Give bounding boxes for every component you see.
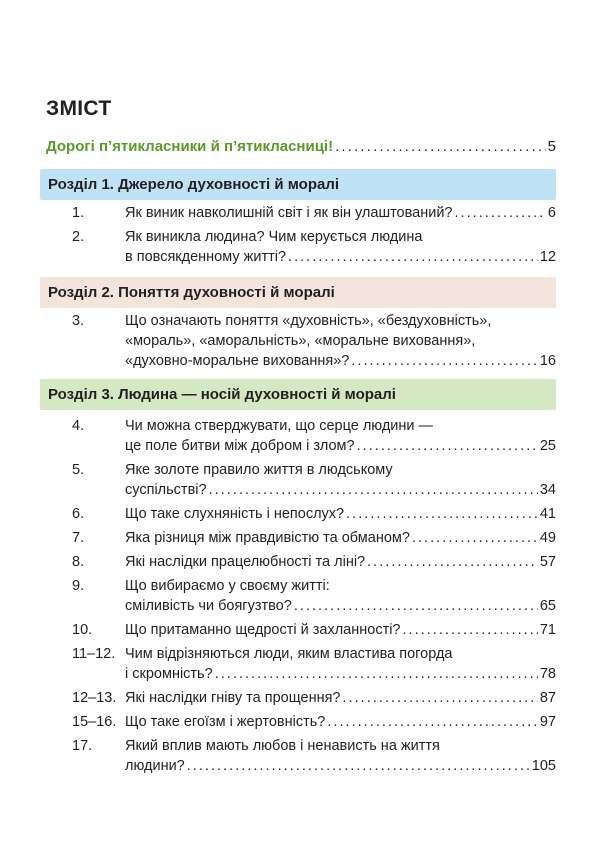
- entry-title-line: Який вплив мають любов і ненависть на життя: [125, 738, 440, 754]
- toc-entry[interactable]: [0, 620, 600, 640]
- entry-number: 1.: [72, 205, 85, 221]
- entry-body: [125, 552, 556, 572]
- dot-leader: [335, 137, 546, 157]
- entry-last-line: [125, 480, 556, 500]
- section-header-1[interactable]: Розділ 1. Джерело духовності й моралі: [40, 169, 556, 200]
- entry-last-line: [125, 203, 556, 223]
- toc-entry[interactable]: [0, 736, 600, 776]
- entry-body: [125, 576, 556, 616]
- toc-entry[interactable]: [0, 528, 600, 548]
- entry-page-number: 49: [539, 530, 556, 546]
- section-entries-3: [0, 416, 600, 780]
- section-entries-1: [0, 203, 600, 271]
- dot-leader: [351, 351, 537, 371]
- entry-last-line: [125, 664, 556, 684]
- entry-body: [125, 311, 556, 371]
- entry-number: 15–16.: [72, 714, 117, 730]
- entry-title-line: Яка різниця між правдивістю та обманом?: [125, 530, 410, 546]
- entry-last-line: [125, 528, 556, 548]
- entry-title-line: людини?: [125, 758, 185, 774]
- entry-body: [125, 528, 556, 548]
- entry-body: [125, 504, 556, 524]
- entry-title-line: Яке золоте правило життя в людському: [125, 462, 393, 478]
- toc-entry[interactable]: [0, 576, 600, 616]
- entry-title-line: це поле битви між добром і злом?: [125, 438, 355, 454]
- entry-title-line: Що вибираємо у своєму житті:: [125, 578, 330, 594]
- entry-title-line: «мораль», «аморальність», «моральне виховання»,: [125, 333, 476, 349]
- entry-title-line: Чи можна стверджувати, що серце людини —: [125, 418, 434, 434]
- dot-leader: [403, 620, 538, 640]
- dot-leader: [209, 480, 538, 500]
- toc-entry[interactable]: [0, 227, 600, 267]
- entry-number: 9.: [72, 578, 85, 594]
- dot-leader: [367, 552, 538, 572]
- toc-entry[interactable]: [0, 504, 600, 524]
- entry-last-line: [125, 596, 556, 616]
- entry-page-number: 16: [539, 353, 556, 369]
- entry-title-line: Що таке слухняність і непослух?: [125, 506, 345, 522]
- dot-leader: [343, 688, 538, 708]
- toc-entry[interactable]: [0, 203, 600, 223]
- entry-body: [125, 712, 556, 732]
- entry-body: [125, 736, 556, 776]
- entry-title-line: Що означають поняття «духовність», «бездуховність»,: [125, 313, 492, 329]
- entry-page-number: 41: [539, 506, 556, 522]
- section-entries-2: [0, 311, 600, 375]
- entry-last-line: [125, 351, 556, 371]
- entry-page-number: 34: [539, 482, 556, 498]
- entry-title-line: Що притаманно щедрості й захланності?: [125, 622, 401, 638]
- dot-leader: [288, 247, 538, 267]
- dot-leader: [294, 596, 538, 616]
- toc-entry[interactable]: [0, 688, 600, 708]
- dot-leader: [327, 712, 538, 732]
- entry-body: [125, 620, 556, 640]
- entry-number: 7.: [72, 530, 85, 546]
- entry-number: 17.: [72, 738, 93, 754]
- entry-last-line: [125, 620, 556, 640]
- section-header-3[interactable]: Розділ 3. Людина — носій духовності й моралі: [40, 379, 556, 410]
- entry-page-number: 57: [539, 554, 556, 570]
- entry-last-line: [125, 688, 556, 708]
- entry-title-line: в повсякденному житті?: [125, 249, 287, 265]
- entry-page-number: 78: [539, 666, 556, 682]
- entry-title-line: суспільстві?: [125, 482, 207, 498]
- toc-entry[interactable]: [0, 712, 600, 732]
- entry-page-number: 6: [547, 205, 556, 221]
- entry-page-number: 65: [539, 598, 556, 614]
- entry-title-line: Як виникла людина? Чим керується людина: [125, 229, 423, 245]
- entry-page-number: 12: [539, 249, 556, 265]
- entry-title-line: сміливість чи боягузтво?: [125, 598, 292, 614]
- entry-last-line: [125, 504, 556, 524]
- entry-last-line: [125, 247, 556, 267]
- intro-title: Дорогі п’ятикласники й п’ятикласниці!: [46, 138, 334, 155]
- entry-body: [125, 644, 556, 684]
- entry-body: [125, 460, 556, 500]
- entry-page-number: 105: [531, 758, 556, 774]
- entry-number: 12–13.: [72, 690, 117, 706]
- entry-body: [125, 203, 556, 223]
- intro-page-number: 5: [547, 138, 556, 155]
- dot-leader: [455, 203, 546, 223]
- entry-last-line: [125, 436, 556, 456]
- entry-body: [125, 416, 556, 456]
- dot-leader: [357, 436, 538, 456]
- entry-number: 11–12.: [72, 646, 116, 662]
- entry-number: 5.: [72, 462, 85, 478]
- page-title: ЗМІСТ: [46, 97, 112, 120]
- entry-number: 4.: [72, 418, 85, 434]
- toc-entry[interactable]: [0, 460, 600, 500]
- entry-title-line: Які наслідки гніву та прощення?: [125, 690, 341, 706]
- entry-page-number: 87: [539, 690, 556, 706]
- toc-entry[interactable]: [0, 552, 600, 572]
- entry-title-line: Як виник навколишній світ і як він улаштований?: [125, 205, 453, 221]
- entry-page-number: 25: [539, 438, 556, 454]
- toc-entry[interactable]: [0, 311, 600, 371]
- entry-title-line: і скромність?: [125, 666, 213, 682]
- entry-last-line: [125, 756, 556, 776]
- section-header-2[interactable]: Розділ 2. Поняття духовності й моралі: [40, 277, 556, 308]
- dot-leader: [215, 664, 538, 684]
- entry-title-line: Чим відрізняються люди, яким властива погорда: [125, 646, 453, 662]
- entry-last-line: [125, 712, 556, 732]
- toc-entry[interactable]: [0, 644, 600, 684]
- entry-number: 2.: [72, 229, 85, 245]
- dot-leader: [412, 528, 538, 548]
- entry-title-line: «духовно-моральне виховання»?: [125, 353, 350, 369]
- entry-page-number: 71: [539, 622, 556, 638]
- dot-leader: [187, 756, 530, 776]
- toc-entry[interactable]: [0, 416, 600, 456]
- entry-title-line: Що таке егоїзм і жертовність?: [125, 714, 326, 730]
- entry-page-number: 97: [539, 714, 556, 730]
- entry-number: 6.: [72, 506, 85, 522]
- entry-last-line: [125, 552, 556, 572]
- entry-number: 3.: [72, 313, 85, 329]
- dot-leader: [346, 504, 538, 524]
- toc-intro-entry[interactable]: [46, 137, 556, 157]
- entry-number: 10.: [72, 622, 93, 638]
- entry-body: [125, 227, 556, 267]
- entry-body: [125, 688, 556, 708]
- entry-number: 8.: [72, 554, 85, 570]
- entry-title-line: Які наслідки працелюбності та ліні?: [125, 554, 366, 570]
